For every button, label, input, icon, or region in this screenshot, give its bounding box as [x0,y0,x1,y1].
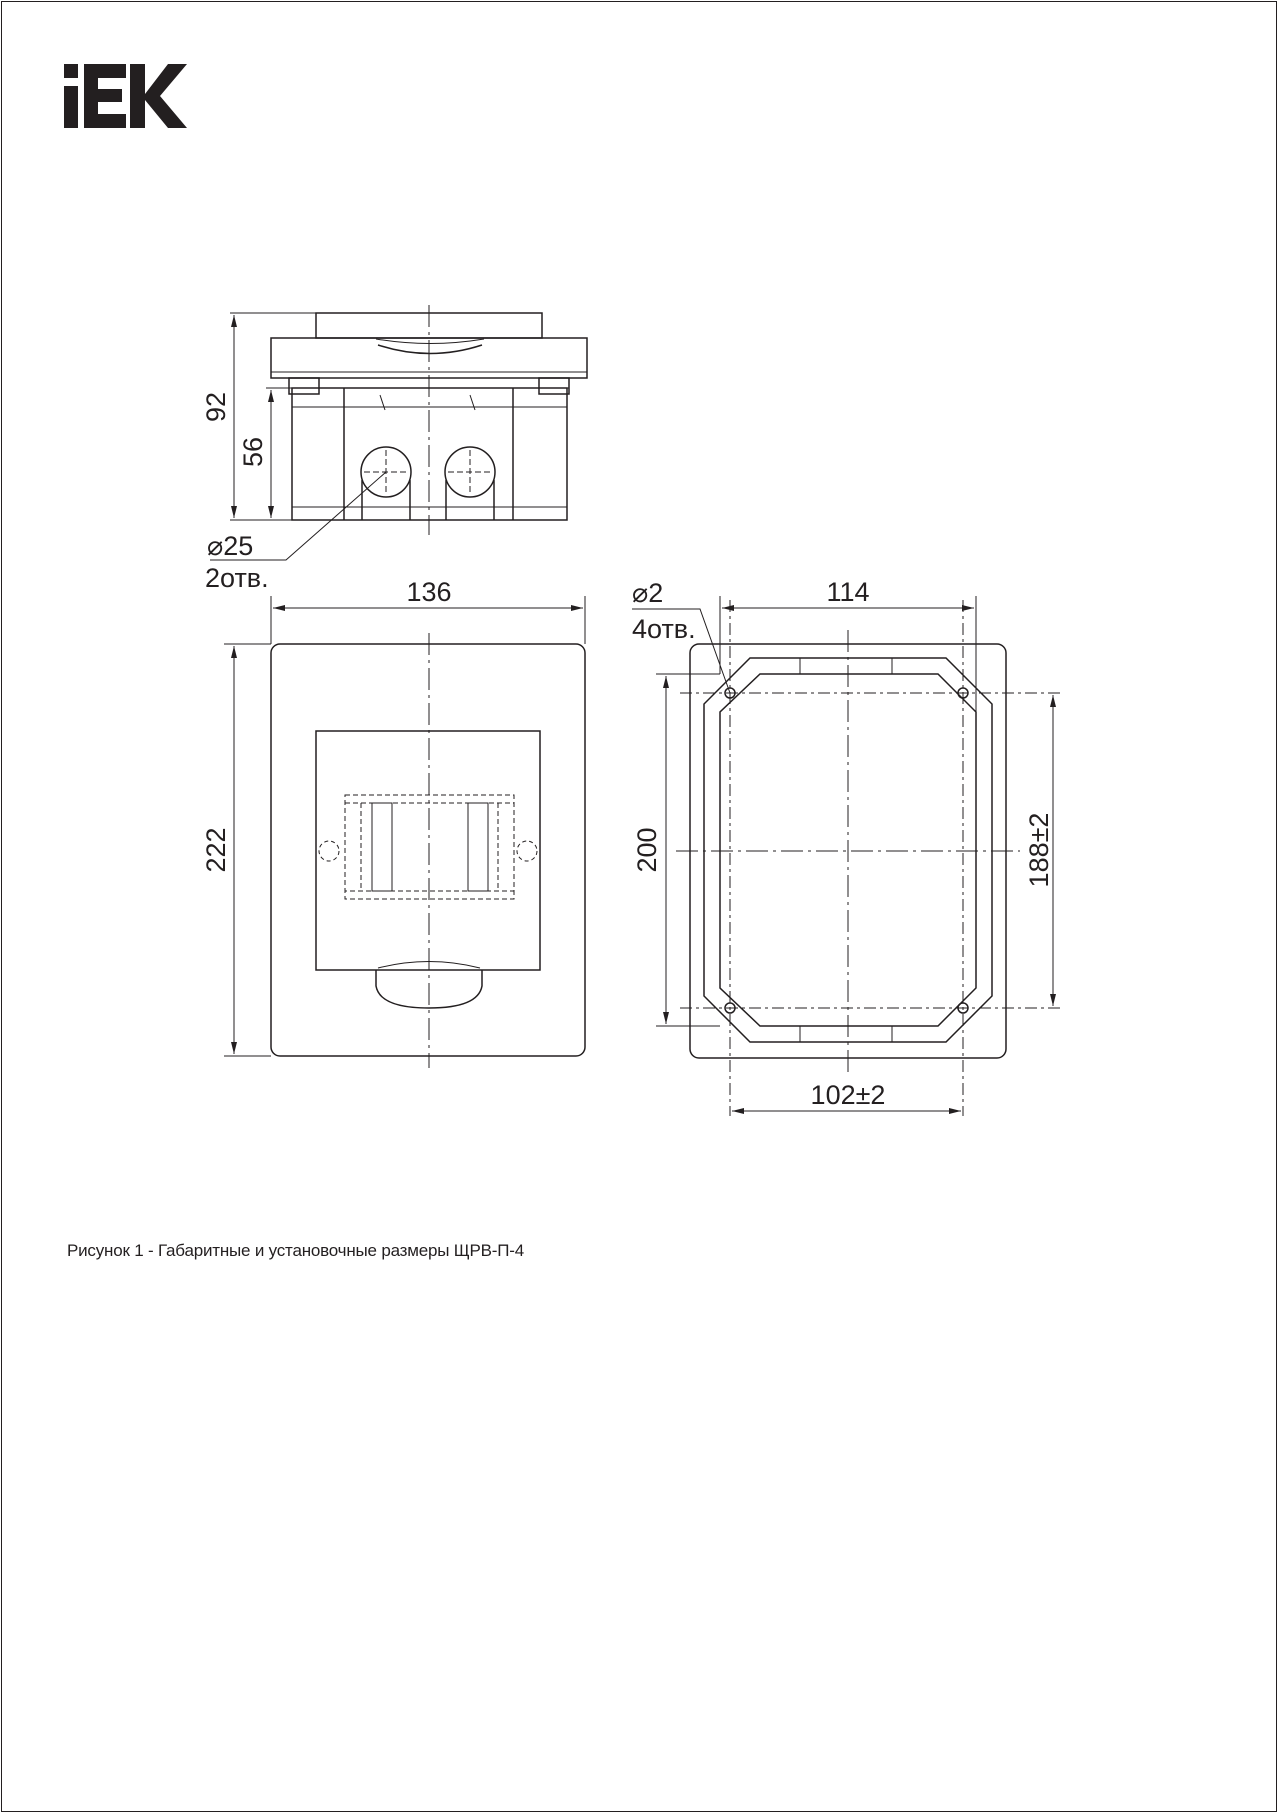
dim-mount-width: 114 [826,577,870,607]
mounting-view [632,596,1060,1116]
side-view [210,305,587,560]
dim-mount-hole-count: 4отв. [632,614,696,644]
dim-side-height-body: 56 [238,436,268,468]
figure-caption: Рисунок 1 - Габаритные и установочные размеры ЩРВ-П-4 [67,1241,524,1260]
dim-mount-hole-diameter: ⌀2 [632,578,664,608]
dim-hole-diameter: ⌀25 [207,531,254,561]
dim-front-height: 222 [201,827,231,873]
dim-side-height-total: 92 [201,391,231,423]
dim-mount-hole-spacing-h: 102±2 [810,1080,886,1110]
iek-logo [64,64,187,128]
dim-mount-height: 200 [632,827,662,873]
dim-front-width: 136 [406,577,452,607]
dim-hole-count: 2отв. [205,563,269,593]
dim-mount-hole-spacing-v: 188±2 [1024,812,1054,888]
front-view [224,596,585,1068]
